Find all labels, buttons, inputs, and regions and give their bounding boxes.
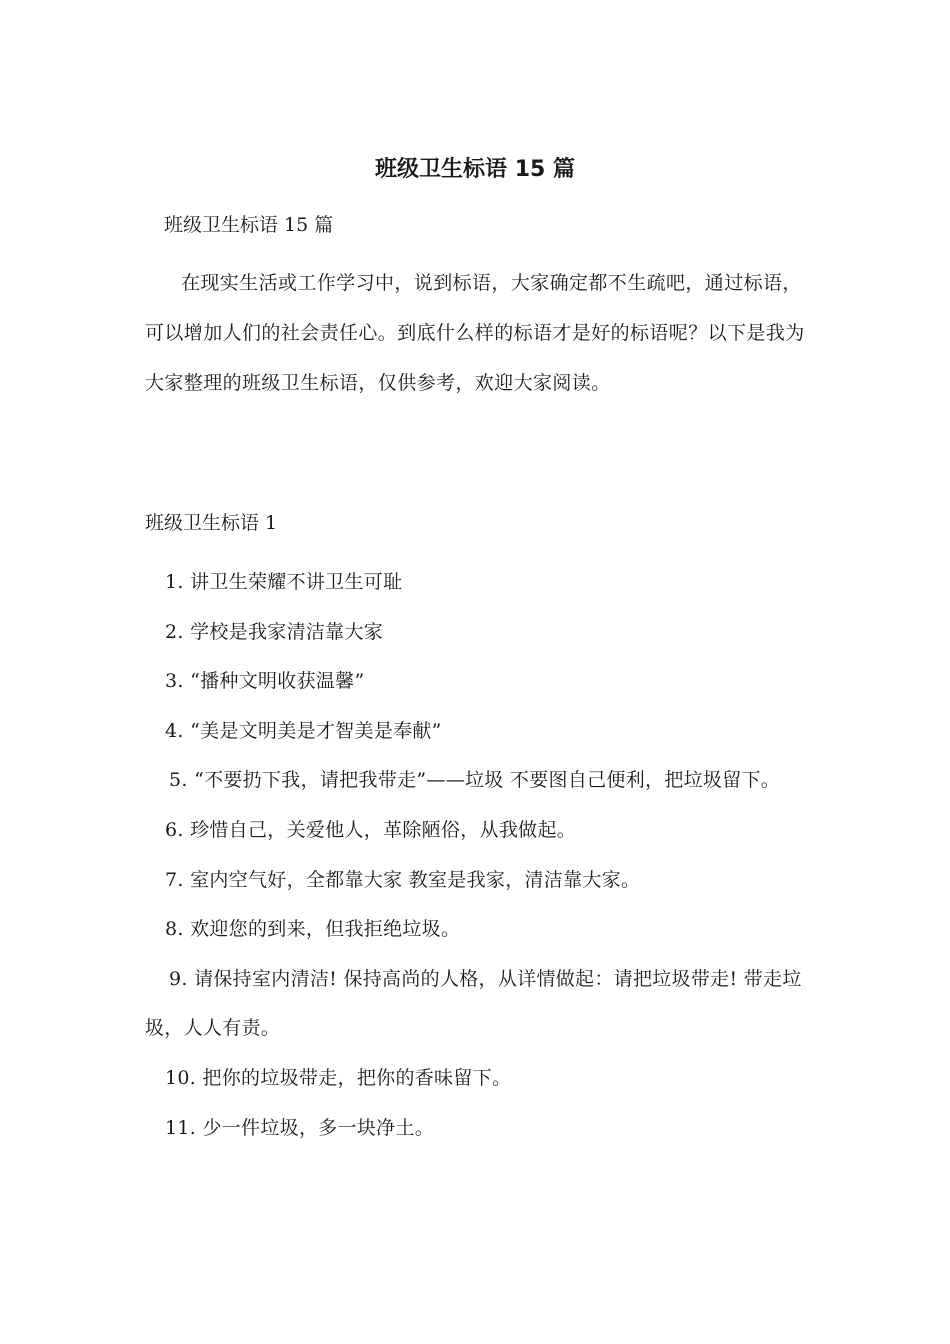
list-item: 10. 把你的垃圾带走，把你的香味留下。: [165, 1066, 512, 1089]
list-item: 8. 欢迎您的到来，但我拒绝垃圾。: [165, 918, 461, 941]
list-item: 1. 讲卫生荣耀不讲卫生可耻: [165, 571, 403, 593]
list-item: 9. 请保持室内清洁! 保持高尚的人格，从详情做起：请把垃圾带走! 带走垃圾，人人有责。: [145, 967, 802, 1040]
list-item: 7. 室内空气好，全都靠大家 教室是我家，清洁靠大家。: [165, 868, 641, 891]
list-item: 4. “美是文明美是才智美是奉献”: [165, 719, 442, 742]
intro-paragraph: 在现实生活或工作学习中，说到标语，大家确定都不生疏吧，通过标语，可以增加人们的社会责任心。到底什么样的标语才是好的标语呢？以下是我为大家整理的班级卫生标语，仅供参考，欢迎大家阅读。: [145, 272, 805, 394]
document-subtitle: 班级卫生标语 15 篇: [164, 214, 334, 236]
slogan-list: [145, 558, 813, 1153]
list-item: 5. “不要扔下我，请把我带走”——垃圾 不要图自己便利，把垃圾留下。: [169, 769, 781, 792]
list-item: 3. “播种文明收获温馨”: [165, 670, 365, 693]
list-item: 11. 少一件垃圾，多一块净土。: [165, 1116, 435, 1139]
list-item: 2. 学校是我家清洁靠大家: [165, 620, 384, 643]
list-item: 6. 珍惜自己，关爱他人，革除陋俗，从我做起。: [165, 818, 577, 841]
section-heading: 班级卫生标语 1: [145, 512, 278, 534]
document-title: 班级卫生标语 15 篇: [375, 157, 575, 182]
